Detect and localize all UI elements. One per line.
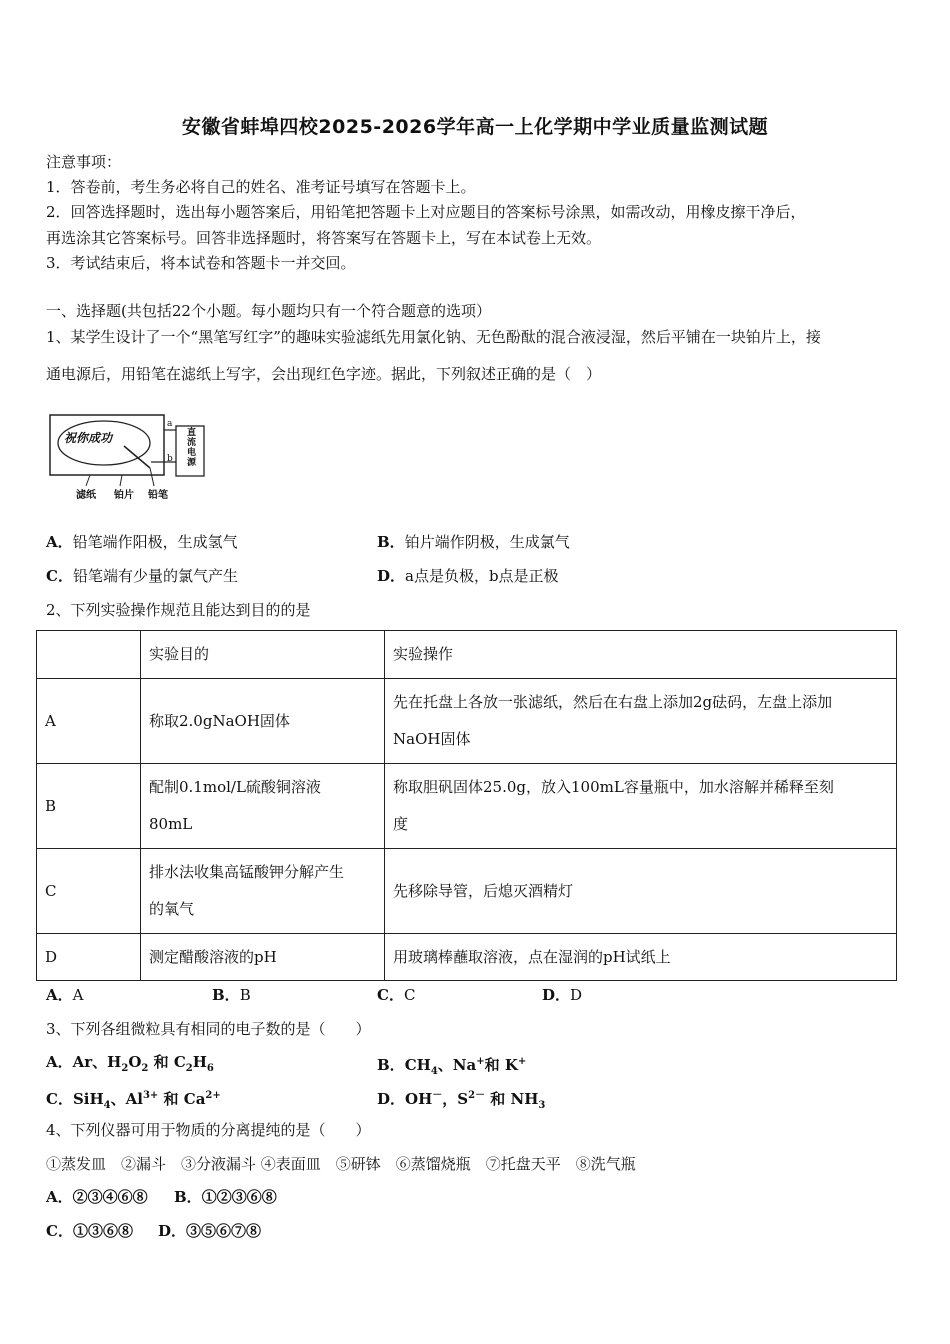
option-b[interactable] [212, 985, 251, 1005]
option-c[interactable] [377, 985, 415, 1005]
formula-part: SiH [72, 1090, 104, 1108]
table-cell-operation [385, 934, 897, 981]
cell-line: 80mL [149, 815, 193, 833]
option-text: A [72, 986, 84, 1004]
cell-line: 测定醋酸溶液的pH [149, 947, 277, 966]
question-4-items: ①蒸发皿 ②漏斗 ③分液漏斗 ④表面皿 ⑤研钵 ⑥蒸馏烧瓶 ⑦托盘天平 ⑧洗气瓶 [46, 1155, 636, 1173]
formula-part: 和 K [484, 1056, 518, 1074]
cell-line: 配制0.1mol/L硫酸铜溶液 [149, 778, 321, 796]
formula-part: OH [405, 1090, 433, 1108]
figure-label-a: a [167, 419, 173, 429]
option-text: ③⑤⑥⑦⑧ [186, 1222, 262, 1240]
option-label: B． [377, 1056, 405, 1074]
cell-line: 度 [393, 815, 409, 833]
option-d[interactable] [377, 566, 559, 586]
option-b[interactable] [174, 1187, 277, 1207]
table-cell-operation [385, 679, 897, 764]
cell-line: 先在托盘上各放一张滤纸，然后在右盘上添加2g砝码，左盘上添加 [393, 693, 833, 711]
question-1-stem: 通电源后，用铅笔在滤纸上写字，会出现红色字迹。据此，下列叙述正确的是（ ） [46, 365, 602, 383]
cell-line: 先移除导管，后熄灭酒精灯 [393, 881, 574, 900]
table-cell-key: B [37, 764, 141, 849]
option-label: C． [46, 1222, 73, 1240]
option-label: D． [542, 986, 571, 1004]
formula-part: CH [404, 1056, 431, 1074]
option-text: 铅笔端有少量的氯气产生 [72, 567, 238, 585]
figure-caption: 铂片 [114, 490, 134, 501]
option-c[interactable] [46, 566, 238, 586]
formula-sup: 2－ [468, 1090, 486, 1101]
option-text: ①②③⑥⑧ [201, 1188, 277, 1206]
table-cell-purpose [141, 679, 385, 764]
notice-heading: 注意事项： [46, 153, 122, 171]
table-row [37, 849, 897, 934]
option-c[interactable] [46, 1221, 133, 1241]
notice-item: 3．考试结束后，将本试卷和答题卡一并交回。 [46, 254, 356, 272]
formula-sup: 2+ [205, 1090, 221, 1101]
cell-line: 排水法收集高锰酸钾分解产生 [149, 863, 345, 881]
option-text: ①③⑥⑧ [72, 1222, 133, 1240]
formula-part: 和 C [148, 1053, 186, 1071]
formula-sup: + [476, 1056, 485, 1067]
table-cell-key: C [37, 849, 141, 934]
formula-sup: 3+ [142, 1090, 159, 1101]
option-text: ②③④⑥⑧ [72, 1188, 148, 1206]
option-label: A． [46, 533, 73, 551]
formula-part: ，S [442, 1090, 469, 1108]
formula-part: 、Al [110, 1090, 143, 1108]
table-cell-key: A [37, 679, 141, 764]
table-header-row [37, 631, 897, 679]
option-text: C [403, 986, 416, 1004]
figure-caption: 铅笔 [148, 490, 168, 501]
table-cell-purpose [141, 849, 385, 934]
figure-paper-text: 祝你成功 [64, 431, 113, 445]
option-text: D [570, 986, 583, 1004]
option-label: B． [174, 1188, 202, 1206]
formula-part: O [128, 1053, 142, 1071]
electrolysis-figure [46, 410, 211, 502]
table-cell-purpose [141, 934, 385, 981]
figure-caption: 滤纸 [76, 490, 96, 501]
table-header-cell [37, 631, 141, 679]
option-text: a点是负极，b点是正极 [405, 567, 559, 585]
option-a[interactable] [46, 1052, 214, 1079]
option-label: D． [377, 567, 406, 585]
formula-sub: 6 [206, 1063, 214, 1074]
formula-sub: 4 [430, 1066, 438, 1077]
option-label: A． [46, 986, 73, 1004]
formula-sub: 2 [141, 1063, 149, 1074]
formula-part: 和 NH [485, 1090, 539, 1108]
table-row [37, 764, 897, 849]
option-label: A． [46, 1188, 73, 1206]
formula-part: H [192, 1053, 207, 1071]
option-d[interactable] [158, 1221, 261, 1241]
option-label: C． [377, 986, 404, 1004]
cell-line: 称取2.0gNaOH固体 [149, 711, 290, 730]
option-label: A． [46, 1053, 73, 1071]
cell-line: 用玻璃棒蘸取溶液，点在湿润的pH试纸上 [393, 947, 671, 966]
cell-line: NaOH固体 [393, 730, 471, 748]
formula-part: Ar、H [72, 1053, 122, 1071]
formula-sup: － [432, 1090, 443, 1101]
table-header-cell: 实验目的 [141, 631, 385, 679]
option-label: C． [46, 1090, 73, 1108]
question-2-stem: 2、下列实验操作规范且能达到目的的是 [46, 601, 311, 619]
table-header-cell: 实验操作 [385, 631, 897, 679]
option-label: D． [377, 1090, 406, 1108]
option-a[interactable] [46, 985, 83, 1005]
table-cell-operation [385, 764, 897, 849]
cell-line: 称取胆矾固体25.0g，放入100mL容量瓶中，加水溶解并稀释至刻 [393, 778, 834, 796]
table-cell-key: D [37, 934, 141, 981]
cell-line: 的氧气 [149, 900, 195, 918]
option-text: 铅笔端作阳极，生成氢气 [72, 533, 238, 551]
option-d[interactable] [542, 985, 582, 1005]
notice-item: 再选涂其它答案标号。回答非选择题时，将答案写在答题卡上，写在本试卷上无效。 [46, 229, 602, 247]
formula-sub: 4 [103, 1100, 111, 1111]
option-a[interactable] [46, 532, 238, 552]
formula-sub: 2 [185, 1063, 193, 1074]
option-c[interactable] [46, 1086, 221, 1116]
experiment-table [36, 630, 897, 981]
table-row [37, 934, 897, 981]
option-text: B [239, 986, 251, 1004]
formula-sup: + [517, 1056, 527, 1067]
option-b[interactable] [377, 532, 570, 552]
question-4-stem: 4、下列仪器可用于物质的分离提纯的是（ ） [46, 1121, 371, 1139]
figure-power-text: 直流电源 [187, 428, 197, 468]
notice-item: 2．回答选择题时，选出每小题答案后，用铅笔把答题卡上对应题目的答案标号涂黑，如需改动，用橡皮擦干净后， [46, 203, 806, 221]
option-label: B． [377, 533, 405, 551]
section-heading: 一、选择题(共包括22个小题。每小题均只有一个符合题意的选项） [46, 302, 491, 320]
option-label: D． [158, 1222, 187, 1240]
table-cell-purpose [141, 764, 385, 849]
page-title: 安徽省蚌埠四校2025-2026学年高一上化学期中学业质量监测试题 [181, 116, 769, 138]
formula-sub: 2 [121, 1063, 129, 1074]
formula-part: 和 Ca [158, 1090, 206, 1108]
notice-item: 1．答卷前，考生务必将自己的姓名、准考证号填写在答题卡上。 [46, 178, 476, 196]
option-label: B． [212, 986, 240, 1004]
formula-sub: 3 [538, 1100, 546, 1111]
question-3-stem: 3、下列各组微粒具有相同的电子数的是（ ） [46, 1020, 371, 1038]
option-b[interactable] [377, 1052, 526, 1082]
option-d[interactable] [377, 1086, 545, 1116]
option-text: 铂片端作阴极，生成氯气 [404, 533, 570, 551]
table-cell-operation [385, 849, 897, 934]
table-row [37, 679, 897, 764]
option-a[interactable] [46, 1187, 148, 1207]
formula-part: 、Na [437, 1056, 477, 1074]
option-label: C． [46, 567, 73, 585]
question-1-stem: 1、某学生设计了一个“黑笔写红字”的趣味实验滤纸先用氯化钠、无色酚酞的混合液浸湿，然后平铺在一块铂片上，接 [46, 328, 821, 346]
figure-label-b: b [167, 454, 173, 464]
